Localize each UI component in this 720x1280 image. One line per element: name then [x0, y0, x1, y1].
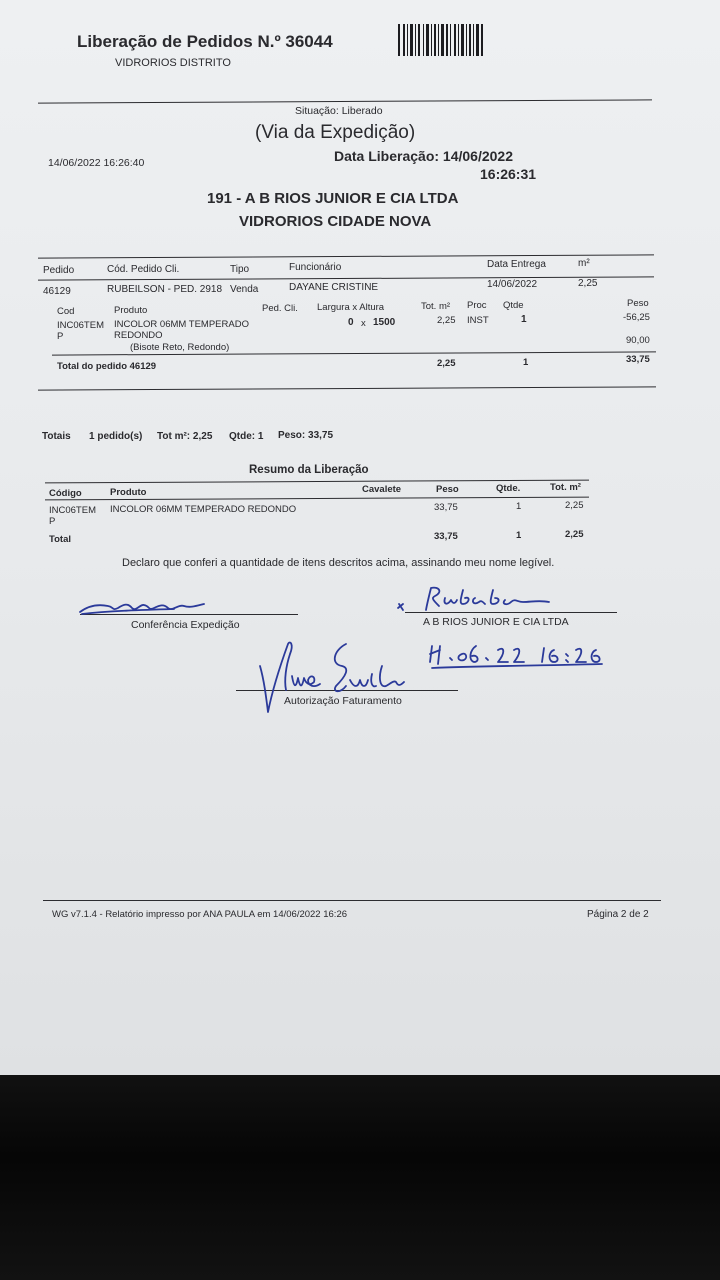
barcode-icon — [398, 24, 508, 56]
col-pedido: Pedido — [43, 265, 75, 276]
item-col-ped-cli: Ped. Cli. — [262, 303, 298, 314]
totals-pedidos: 1 pedido(s) — [89, 431, 143, 442]
col-m2: m² — [578, 258, 590, 269]
item-peso-line1: -56,25 — [623, 312, 650, 323]
col-funcionario: Funcionário — [289, 262, 342, 273]
resumo-col-tot-m2: Tot. m² — [550, 482, 581, 493]
item-produto-note: (Bisote Reto, Redondo) — [130, 342, 230, 353]
header-divider — [38, 99, 652, 103]
client-store: VIDRORIOS CIDADE NOVA — [239, 213, 432, 230]
client-signature-label: A B RIOS JUNIOR E CIA LTDA — [423, 616, 569, 628]
conferencia-label: Conferência Expedição — [131, 619, 240, 631]
item-proc: INST — [467, 315, 489, 326]
order-total-m2: 2,25 — [437, 358, 456, 369]
resumo-total-qtde: 1 — [516, 530, 522, 541]
item-altura: 1500 — [373, 317, 396, 328]
totals-m2: Tot m²: 2,25 — [157, 431, 213, 442]
table-top-divider — [38, 254, 654, 258]
totals-peso: Peso: 33,75 — [278, 430, 334, 441]
item-col-cod: Cod — [57, 306, 75, 317]
col-tipo: Tipo — [230, 264, 250, 275]
resumo-total-peso: 33,75 — [434, 531, 458, 542]
resumo-produto: INCOLOR 06MM TEMPERADO REDONDO — [110, 504, 297, 515]
via-label: (Via da Expedição) — [255, 122, 416, 143]
resumo-col-qtde: Qtde. — [496, 483, 521, 494]
resumo-codigo-line1: INC06TEM — [49, 505, 96, 516]
item-col-peso: Peso — [627, 298, 649, 309]
table-header-divider — [38, 276, 654, 280]
data-liberacao: Data Liberação: 14/06/2022 — [334, 148, 513, 164]
item-tot-m2: 2,25 — [437, 315, 456, 326]
resumo-tot-m2: 2,25 — [565, 500, 584, 511]
background-surface — [0, 1075, 720, 1280]
print-datetime: 14/06/2022 16:26:40 — [48, 157, 145, 169]
resumo-total-tot-m2: 2,25 — [565, 529, 584, 540]
row-m2: 2,25 — [578, 278, 598, 289]
item-col-tot-m2: Tot. m² — [421, 301, 451, 312]
resumo-peso: 33,75 — [434, 502, 458, 513]
resumo-col-cavalete: Cavalete — [362, 484, 402, 495]
handwritten-date-icon — [426, 640, 616, 670]
resumo-col-peso: Peso — [436, 484, 459, 495]
data-liberacao-time: 16:26:31 — [480, 166, 537, 182]
order-total-label: Total do pedido 46129 — [57, 361, 157, 372]
company-subtitle: VIDRORIOS DISTRITO — [115, 57, 231, 69]
totals-qtde: Qtde: 1 — [229, 431, 264, 442]
row-pedido: 46129 — [43, 286, 71, 297]
resumo-codigo-line2: P — [49, 516, 56, 527]
item-produto-line2: REDONDO — [114, 330, 163, 341]
resumo-title: Resumo da Liberação — [249, 464, 369, 476]
document-title: Liberação de Pedidos N.º 36044 — [77, 32, 333, 51]
row-tipo: Venda — [230, 284, 259, 295]
row-cod-pedido-cli: RUBEILSON - PED. 2918 — [107, 284, 223, 295]
item-largura: 0 — [348, 317, 354, 328]
item-times: x — [361, 318, 366, 329]
item-peso-line2: 90,00 — [626, 335, 650, 346]
item-col-produto: Produto — [114, 305, 148, 316]
resumo-col-produto: Produto — [110, 487, 147, 498]
col-cod-pedido-cli: Cód. Pedido Cli. — [107, 264, 180, 275]
item-col-largura-altura: Largura x Altura — [317, 302, 385, 313]
row-data-entrega: 14/06/2022 — [487, 279, 538, 290]
situacao-label: Situação: Liberado — [295, 105, 383, 117]
order-total-qtde: 1 — [523, 357, 529, 368]
item-produto-line1: INCOLOR 06MM TEMPERADO — [114, 319, 249, 330]
signature-conferencia-icon — [78, 596, 208, 618]
col-data-entrega: Data Entrega — [487, 259, 546, 270]
footer-printed-by: WG v7.1.4 - Relatório impresso por ANA PAULA em 14/06/2022 16:26 — [52, 909, 348, 920]
resumo-col-codigo: Código — [49, 488, 82, 499]
item-col-proc: Proc — [467, 300, 487, 311]
declaration-text: Declaro que conferi a quantidade de itens descritos acima, assinando meu nome legível. — [122, 557, 555, 569]
item-col-qtde: Qtde — [503, 300, 524, 311]
order-total-peso: 33,75 — [626, 354, 650, 365]
item-qtde: 1 — [521, 314, 527, 325]
signature-client-icon — [393, 584, 553, 614]
item-cod-line1: INC06TEM — [57, 320, 104, 331]
table-bottom-divider — [38, 386, 656, 390]
item-cod-line2: P — [57, 331, 64, 342]
resumo-qtde: 1 — [516, 501, 522, 512]
footer-divider — [43, 900, 661, 901]
client-name: 191 - A B RIOS JUNIOR E CIA LTDA — [207, 190, 459, 207]
autorizacao-label: Autorização Faturamento — [284, 695, 402, 707]
signature-autorizacao-icon — [250, 636, 410, 716]
totals-label: Totais — [42, 431, 71, 442]
footer-page-number: Página 2 de 2 — [587, 909, 649, 920]
resumo-total-label: Total — [49, 534, 71, 545]
row-funcionario: DAYANE CRISTINE — [289, 282, 379, 293]
